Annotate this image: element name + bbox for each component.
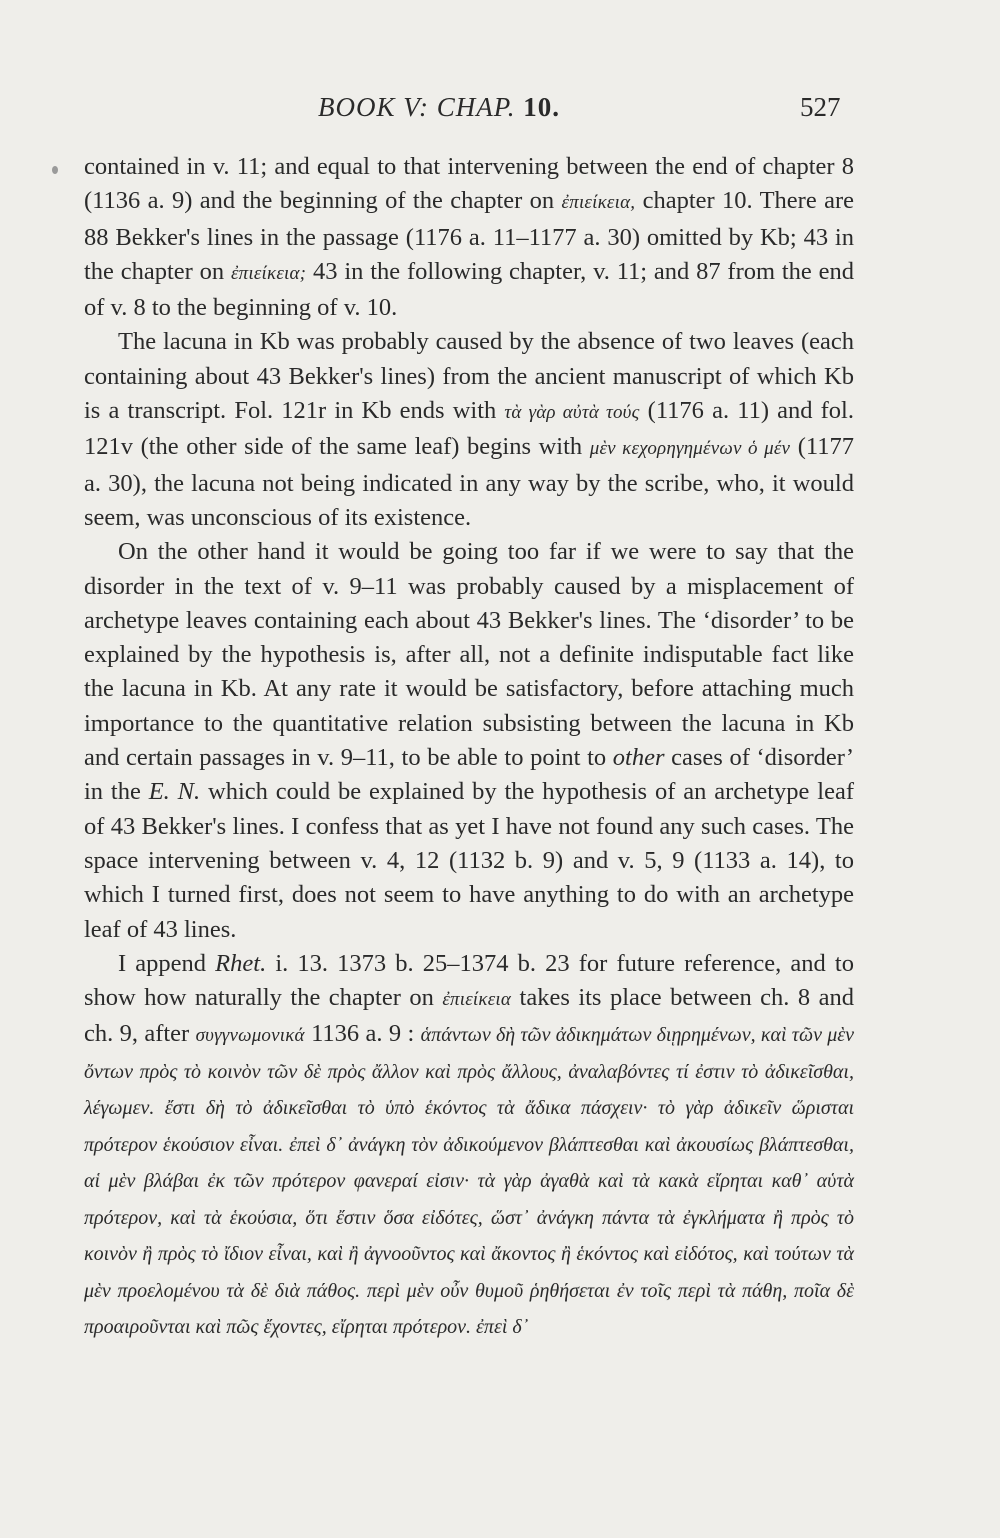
body-text (84, 150, 854, 1346)
p4-greek-2: συγγνωμονικά (195, 1025, 305, 1047)
p2-greek-1: τὰ γὰρ αὐτὰ τούς (504, 402, 640, 424)
p3-text-a: On the other hand it would be going too far if we were to say that the disorder in the text of v. 9–11 was probably caused by a misplacement of archetype leaves containing each about 43 Bekker's lines. The ‘disorder’ to be explained by the hypothesis is, after all, not a definite indisputable fact like the lacuna in Kb. At any rate it would be satisfactory, before attaching much importance to the quantitative relation subsisting between the lacuna in Kb and certain passages in v. 9–11, to be able to point to (84, 538, 854, 772)
p2-greek-2: μὲν κεχορηγημένων ὁ μέν (589, 438, 791, 460)
p2-text-a: The lacuna in Kb was probably caused by the absence of two leaves (each containing about 43 Bekker's lines) from the ancient manuscript of which Kb is a transcript. Fol. 121r in Kb ends with (84, 328, 854, 425)
p3-emphasis-en: E. N. (148, 778, 201, 806)
paragraph-3 (84, 535, 854, 947)
p1-text-a: contained in v. 11; and equal to that intervening between the end of chapter 8 (1136 a. 9) and the beginning of the chapter on (84, 153, 854, 215)
p4-greek-1: ἐπιείκεια (442, 989, 512, 1011)
p4-text-a: I append (118, 949, 216, 977)
p3-text-b: cases of ‘disorder’ in the (84, 744, 854, 806)
running-head (318, 92, 560, 123)
chapter-number: 10. (523, 92, 560, 122)
p4-text-c: takes its place between ch. 8 and ch. 9, after (84, 984, 854, 1048)
p1-text-c: 43 in the following chapter, v. 11; and 87 from the end of v. 8 to the beginning of v. 10. (84, 257, 854, 322)
p2-text-b: (1176 a. 11) and fol. 121v (the other side of the same leaf) begins with (84, 397, 854, 461)
page-number: 527 (800, 92, 841, 122)
p1-text-b: chapter 10. There are 88 Bekker's lines in the passage (1176 a. 11–1177 a. 30) omitted by Kb; 43 in the chapter on (84, 187, 854, 285)
paragraph-1 (84, 150, 854, 325)
p4-greek-quotation: ἁπάντων δὴ τῶν ἀδικημάτων διῃρημένων, καὶ τῶν μὲν ὄντων πρὸς τὸ κοινὸν τῶν δὲ πρὸς ἄλλον καὶ πρὸς ἄλλους, ἀναλαβόντες τί ἐστιν τὸ ἀδικεῖσθαι, λέγωμεν. ἔστι δὴ τὸ ἀδικεῖσθαι τὸ ὑπὸ ἑκόντος τὰ ἄδικα πάσχειν· τὸ γὰρ ἀδικεῖν ὥρισται πρότερον ἑκούσιον εἶναι. ἐπεὶ δ᾽ ἀνάγκη τὸν ἀδικούμενον βλάπτεσθαι καὶ ἀκουσίως βλάπτεσθαι, αἱ μὲν βλάβαι ἐκ τῶν πρότερον φανεραί εἰσιν· τὰ γὰρ ἀγαθὰ καὶ τὰ κακὰ εἴρηται καθ᾽ αὑτὰ πρότερον, καὶ τὰ ἑκούσια, ὅτι ἔστιν ὅσα εἰδότες, ὥστ᾽ ἀνάγκη πάντα τὰ ἐγκλήματα ἢ πρὸς τὸ κοινὸν ἢ πρὸς τὸ ἴδιον εἶναι, καὶ ἢ ἀγνοοῦντος καὶ ἄκοντος ἢ ἑκόντος καὶ εἰδότος, καὶ τούτων τὰ μὲν προελομένου τὰ δὲ διὰ πάθος. περὶ μὲν οὖν θυμοῦ ῥηθήσεται ἐν τοῖς περὶ τὰ πάθη, ποῖα δὲ προαιροῦνται καὶ πῶς ἔχοντες, εἴρηται πρότερον. ἐπεὶ δ᾽ (84, 1024, 854, 1339)
p1-greek-1: ἐπιείκεια, (561, 192, 636, 214)
ink-smudge (52, 166, 58, 174)
p4-text-b: i. 13. 1373 b. 25–1374 b. 23 for future reference, and to show how naturally the chapter on (84, 949, 854, 1012)
page-header (0, 92, 1000, 132)
p1-greek-2: ἐπιείκεια; (230, 262, 307, 284)
p3-emphasis-other: other (612, 744, 665, 772)
running-head-title: BOOK V: CHAP. (318, 92, 516, 122)
paragraph-2 (84, 325, 854, 535)
p2-text-c: (1177 a. 30), the lacuna not being indicated in any way by the scribe, who, it would seem, was unconscious of its existence. (84, 433, 854, 531)
p4-emphasis-rhet: Rhet. (215, 949, 267, 977)
paragraph-4 (84, 947, 854, 1346)
p3-text-c: which could be explained by the hypothesis of an archetype leaf of 43 Bekker's lines. I confess that as yet I have not found any such cases. The space intervening between v. 4, 12 (1132 b. 9) and v. 5, 9 (1133 a. 14), to which I turned first, does not seem to have anything to do with an archetype leaf of 43 lines. (84, 778, 854, 943)
p4-text-d: 1136 a. 9 : (304, 1020, 421, 1048)
